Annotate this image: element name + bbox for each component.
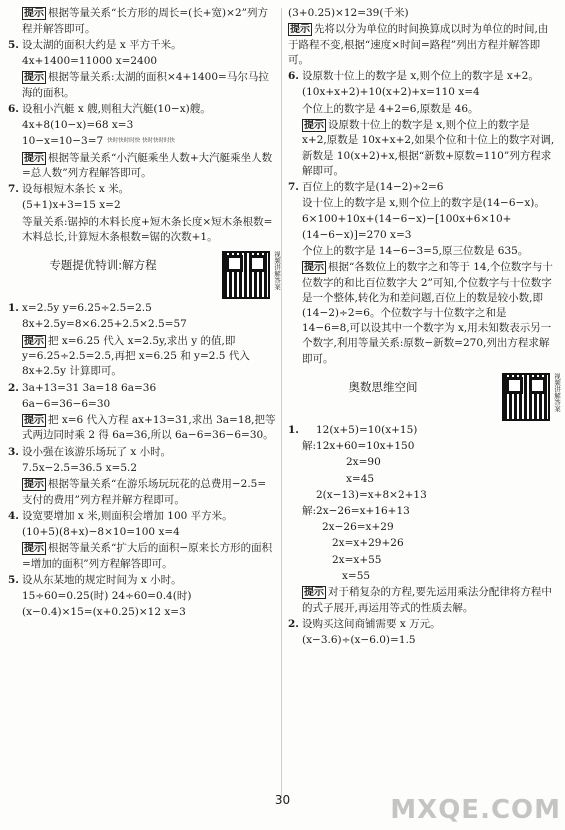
olympiad-item-2: 2. 设购买这间商铺需要 x 万元。 (x−3.6)÷(x−6.0)=1.5 <box>288 617 441 646</box>
tip-tag: 提示 <box>24 8 44 19</box>
equation-item-3: 3. 设小强在该游乐场玩了 x 小时。 7.5x−2.5=36.5 x=5.2 提示 根据等量关系“在游乐场玩玩花的总费用−2.5=支付的费用”列方程并解方程即可。 <box>8 445 267 506</box>
answer-item-7-right: 7. 百位上的数字是(14−2)÷2=6 设十位上的数字是 x,则个位上的数字是(14−6−x)。 6×100+10x+(14−6−x)−[100x+6×10+(14−6−x)]=270 x=3 个位上的数字是 14−6−3=5,原三位数是 635。 提示 根据“各数位上的数字之和等于 14,个位数字与十位数字的和比百位数字大 2”可知,个位数字与十位数字是一个整体,转化为和差问题,百位上的数是较小数,即(14−2)÷2=6。个位数字与十位数字之和是 14−6=8,可以设其中一个数字为 x,用未知数表示另一个数字,利用等量关系:原数−新数=270,列出方程求解即可。 <box>288 180 553 365</box>
section-title: 奥数思维空间 <box>348 379 418 394</box>
small-annotation: 快时快时时快 快时快时时快 <box>107 138 175 145</box>
qr-label: 视频讲解答案 <box>273 251 281 291</box>
continued-equation: (3+0.25)×12=39(千米) <box>288 7 409 19</box>
right-column: (3+0.25)×12=39(千米) 提示 先将以分为单位的时间换算成以时为单位的时间,由于路程不变,根据“速度×时间=路程”列出方程并解答即可。 6. 设原数十位上的数字是 x,则个位上的数字是 x+2。 (10x+x+2)+10(x+2)+x=110 x=4 个位上的数字是 4+2=6,原数是 46。 提示 设原数十位上的数字是 x,则个位上的数字是 x+2,原数是 10x+x+2,如果个位和十位上的数字对调,新数是 10(x+2)+x,根据“新数+原数=110”列方程求解即可。 7. 百位上的数字是(14−2)÷2=6 设十位上的数字是 x,则个位上的数字是(14−6−x)。 6×100+10x+(14−6−x)−[100x+6×10+(14−6−x)]=270 x=3 个位上的数字是 14−6−3=5,原三位数是 635。 提示 根据“各数位上的数字之和等于 14,个位数字与十位数字的和比百位数字大 2”可知,个位数字与十位数字是一个整体,转化为和差问题,百位上的数是较小数,即(14−2)÷2=6。个位数字与十位数字之和是 14−6=8,可以设其中一个数字为 x,用未知数表示另一个数字,利用等量关系:原数−新数=270,列出方程求解即可。 奥数思维空间 视频讲解答案 1. 12(x+5)=10(x+15) 解:12x+60=10x+150 2x=90 x=45 2(x−13)=x+8×2+13 解:2x−26=x+16+13 2x−26=x+29 2x=x+29+26 2x=x+55 x=55 提示 对于稍复杂的方程,要先运用乘法分配律将方程中的式子展开,再运用等式的性质去解。 2. 设购买这间商铺需要 x 万元。 (x−3.6)÷(x−6.0)=1.5 <box>288 6 556 649</box>
tip-line: 提示 根据等量关系“长方形的周长=(长+宽)×2”列方程并解答即可。 <box>22 7 269 35</box>
column-divider <box>281 8 282 798</box>
equation-item-4: 4. 设宽要增加 x 米,则面积会增加 100 平方米。 (10+5)(8+x)−8×10=100 x=4 提示 根据等量关系“扩大后的面积−原来长方形的面积=增加的面积”列方程解答即可。 <box>8 509 273 570</box>
qr-code-icon[interactable] <box>222 251 270 299</box>
section-header-olympiad <box>288 372 561 419</box>
olympiad-item-1: 1. 12(x+5)=10(x+15) 解:12x+60=10x+150 2x=90 x=45 2(x−13)=x+8×2+13 解:2x−26=x+16+13 2x−26=x+29 2x=x+29+26 2x=x+55 x=55 提示 对于稍复杂的方程,要先运用乘法分配律将方程中的式子展开,再运用等式的性质去解。 <box>288 423 552 614</box>
answer-item-7: 7. 设每根短木条长 x 米。 (5+1)x+3=15 x=2 等量关系:锯掉的木料长度+短木条长度×短木条根数=木料总长,计算短木条根数=锯的次数+1。 <box>8 183 273 243</box>
page-number: 30 <box>274 793 291 807</box>
equation-item-1: 1. x=2.5y y=6.25÷2.5=2.5 8x+2.5y=8×6.25+2.5×2.5=57 提示 把 x=6.25 代入 x=2.5y,求出 y 的值,即 y=6.25÷2.5=2.5,再把 x=6.25 和 y=2.5 代入 8x+2.5y 计算即可。 <box>8 302 250 378</box>
qr-code-icon[interactable] <box>502 373 550 421</box>
section-header-equations <box>8 251 281 297</box>
answer-item-5: 5. 设太湖的面积大约是 x 平方千米。 4x+1400=11000 x=2400 提示 根据等量关系:太湖的面积×4+1400=马尔马拉海的面积。 <box>8 38 269 99</box>
section-title: 专题提优特训:解方程 <box>49 258 157 273</box>
watermark-logo: MXQE.COM <box>390 795 561 825</box>
left-column <box>8 6 281 622</box>
equation-item-2: 2. 3a+13=31 3a=18 6a=36 6a−6=36−6=30 提示 把 x=6 代入方程 ax+13=31,求出 3a=18,把等式两边同时乘 2 得 6a=36,所以 6a−6=36−6=30。 <box>8 381 276 442</box>
qr-label: 视频讲解答案 <box>553 372 561 412</box>
answer-item-6-right: 6. 设原数十位上的数字是 x,则个位上的数字是 x+2。 (10x+x+2)+10(x+2)+x=110 x=4 个位上的数字是 4+2=6,原数是 46。 提示 设原数十位上的数字是 x,则个位上的数字是 x+2,原数是 10x+x+2,如果个位和十位上的数字对调,新数是 10(x+2)+x,根据“新数+原数=110”列方程求解即可。 <box>288 70 555 177</box>
equation-item-5: 5. 设从东某地的规定时间为 x 小时。 15÷60=0.25(时) 24÷60=0.4(时) (x−0.4)×15=(x+0.25)×12 x=3 <box>8 573 192 619</box>
answer-item-6: 6. 设租小汽艇 x 艘,则租大汽艇(10−x)艘。 4x+8(10−x)=68 x=3 10−x=10−3=7 快时快时时快 快时快时时快 提示 根据等量关系“小汽艇乘坐人数+大汽艇乘坐人数=总人数”列方程解答即可。 <box>8 102 273 180</box>
